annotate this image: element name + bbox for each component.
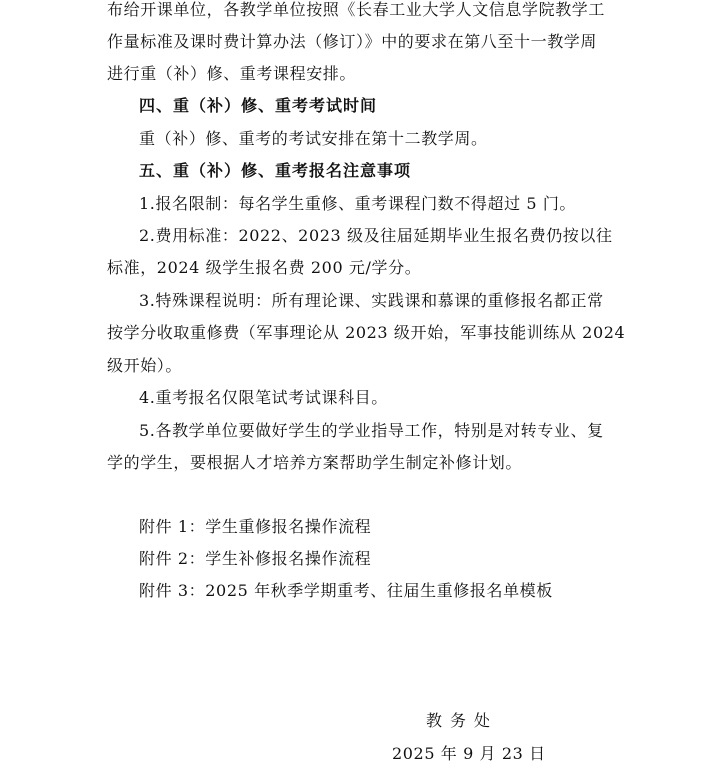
body-line-8: 2.费用标准：2022、2023 级及往届延期毕业生报名费仍按以往 [139,226,613,245]
body-line-7: 1.报名限制：每名学生重修、重考课程门数不得超过 5 门。 [139,194,577,213]
body-line-1: 布给开课单位，各教学单位按照《长春工业大学人文信息学院教学工 [107,0,606,19]
section-heading-5: 五、重（补）修、重考报名注意事项 [139,161,412,180]
body-line-5: 重（补）修、重考的考试安排在第十二教学周。 [139,129,488,148]
signature-office: 教务处 [426,711,499,730]
attachment-3: 附件 3：2025 年秋季学期重考、往届生重修报名单模板 [139,581,553,600]
body-line-10: 3.特殊课程说明：所有理论课、实践课和慕课的重修报名都正常 [139,291,604,310]
attachment-1: 附件 1：学生重修报名操作流程 [139,517,372,536]
body-line-3: 进行重（补）修、重考课程安排。 [107,64,357,83]
body-line-14: 5.各教学单位要做好学生的学业指导工作，特别是对转专业、复 [139,421,604,440]
signature-date: 2025 年 9 月 23 日 [392,744,546,763]
section-heading-4: 四、重（补）修、重考考试时间 [139,96,378,115]
body-line-2: 作量标准及课时费计算办法（修订）》中的要求在第八至十一教学周 [107,32,598,51]
body-line-9: 标准，2024 级学生报名费 200 元/学分。 [107,258,422,277]
body-line-13: 4.重考报名仅限笔试考试课科目。 [139,388,388,407]
body-line-15: 学的学生，要根据人才培养方案帮助学生制定补修计划。 [107,453,523,472]
attachment-2: 附件 2：学生补修报名操作流程 [139,549,372,568]
body-line-12: 级开始）。 [107,356,183,375]
body-line-11: 按学分收取重修费（军事理论从 2023 级开始，军事技能训练从 2024 [107,323,626,342]
